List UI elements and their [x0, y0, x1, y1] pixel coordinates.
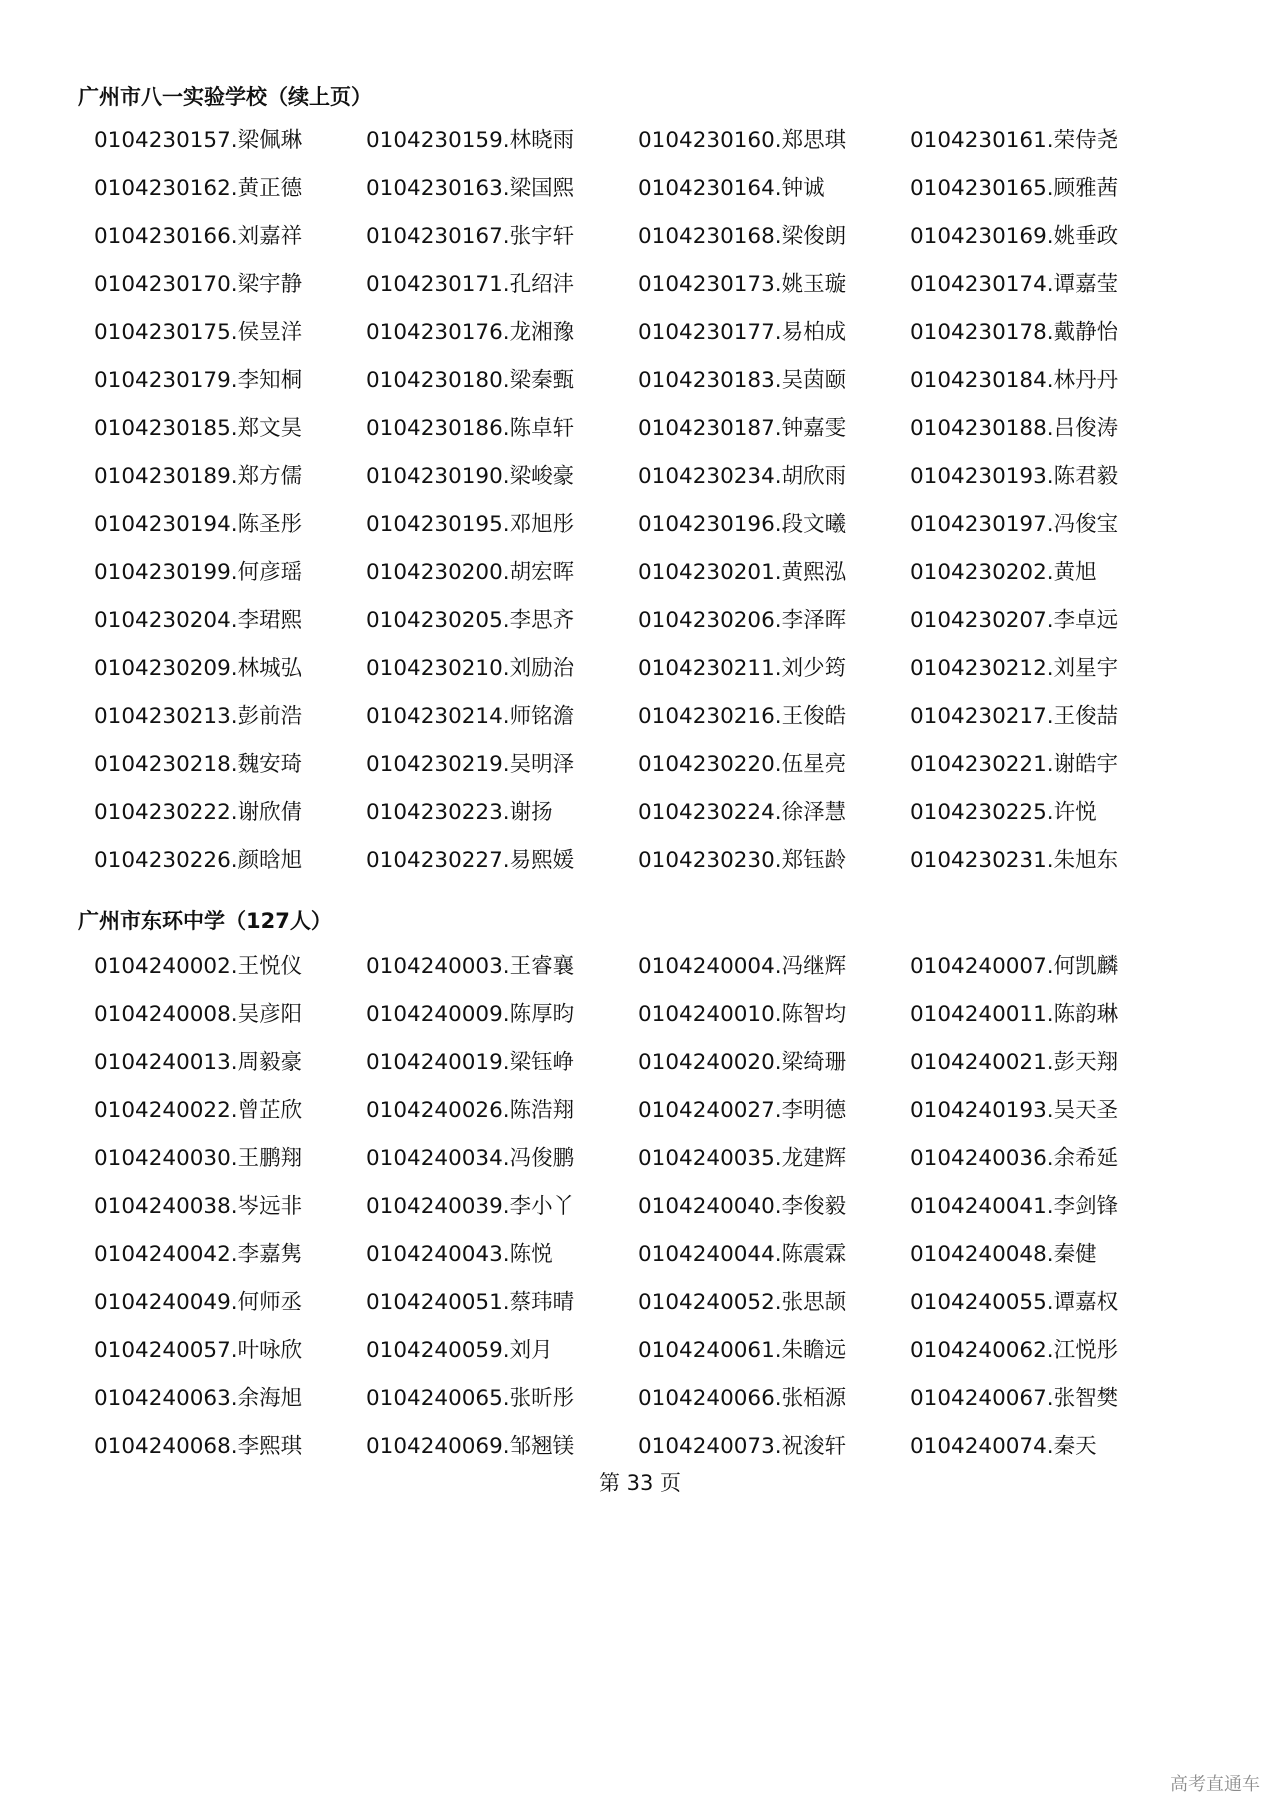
student-entry: 0104240065.张昕彤: [366, 1386, 575, 1411]
student-entry: 0104230168.梁俊朗: [638, 224, 847, 249]
student-entry: 0104240074.秦天: [910, 1434, 1097, 1459]
student-entry: 0104230159.林晓雨: [366, 128, 575, 153]
student-entry: 0104230216.王俊皓: [638, 704, 847, 729]
student-entry: 0104230161.荣侍尧: [910, 128, 1119, 153]
student-entry: 0104230185.郑文昊: [94, 416, 303, 441]
student-entry: 0104230173.姚玉璇: [638, 272, 847, 297]
student-entry: 0104240008.吴彦阳: [94, 1002, 303, 1027]
student-entry: 0104230226.颜晗旭: [94, 848, 303, 873]
student-entry: 0104240066.张栢源: [638, 1386, 847, 1411]
watermark: 高考直通车: [1170, 1774, 1260, 1795]
student-entry: 0104240061.朱瞻远: [638, 1338, 847, 1363]
student-list: [94, 951, 1204, 1479]
student-entry: 0104230214.师铭澹: [366, 704, 575, 729]
student-entry: 0104240007.何凯麟: [910, 954, 1119, 979]
student-entry: 0104230177.易柏成: [638, 320, 847, 345]
student-entry: 0104230194.陈圣彤: [94, 512, 303, 537]
student-entry: 0104240040.李俊毅: [638, 1194, 847, 1219]
student-entry: 0104230169.姚垂政: [910, 224, 1119, 249]
student-entry: 0104230176.龙湘豫: [366, 320, 575, 345]
student-entry: 0104230190.梁峻豪: [366, 464, 575, 489]
student-entry: 0104230179.李知桐: [94, 368, 303, 393]
student-entry: 0104230218.魏安琦: [94, 752, 303, 777]
student-entry: 0104240048.秦健: [910, 1242, 1097, 1267]
student-entry: 0104240038.岑远非: [94, 1194, 303, 1219]
student-entry: 0104230183.吴茵颐: [638, 368, 847, 393]
student-entry: 0104230201.黄熙泓: [638, 560, 847, 585]
student-entry: 0104230204.李珺熙: [94, 608, 303, 633]
student-entry: 0104230234.胡欣雨: [638, 464, 847, 489]
student-entry: 0104230162.黄正德: [94, 176, 303, 201]
student-entry: 0104230206.李泽晖: [638, 608, 847, 633]
student-entry: 0104230188.吕俊涛: [910, 416, 1119, 441]
student-entry: 0104240062.江悦彤: [910, 1338, 1119, 1363]
student-entry: 0104240030.王鹏翔: [94, 1146, 303, 1171]
student-entry: 0104230170.梁宇静: [94, 272, 303, 297]
student-entry: 0104240063.余海旭: [94, 1386, 303, 1411]
student-entry: 0104240022.曾芷欣: [94, 1098, 303, 1123]
student-entry: 0104230164.钟诚: [638, 176, 825, 201]
student-entry: 0104230178.戴静怡: [910, 320, 1119, 345]
student-entry: 0104230189.郑方儒: [94, 464, 303, 489]
student-entry: 0104240021.彭天翔: [910, 1050, 1119, 1075]
student-entry: 0104240043.陈悦: [366, 1242, 553, 1267]
student-entry: 0104240049.何师丞: [94, 1290, 303, 1315]
student-entry: 0104230180.梁秦甄: [366, 368, 575, 393]
student-entry: 0104230171.孔绍沣: [366, 272, 575, 297]
student-entry: 0104230213.彭前浩: [94, 704, 303, 729]
student-entry: 0104230210.刘励治: [366, 656, 575, 681]
student-entry: 0104230231.朱旭东: [910, 848, 1119, 873]
student-entry: 0104240057.叶咏欣: [94, 1338, 303, 1363]
student-entry: 0104230160.郑思琪: [638, 128, 847, 153]
student-entry: 0104240003.王睿襄: [366, 954, 575, 979]
student-entry: 0104230193.陈君毅: [910, 464, 1119, 489]
student-entry: 0104240027.李明德: [638, 1098, 847, 1123]
student-entry: 0104240051.蔡玮晴: [366, 1290, 575, 1315]
student-entry: 0104230222.谢欣倩: [94, 800, 303, 825]
student-entry: 0104230196.段文曦: [638, 512, 847, 537]
student-entry: 0104240010.陈智均: [638, 1002, 847, 1027]
student-entry: 0104240036.余希延: [910, 1146, 1119, 1171]
student-entry: 0104230157.梁佩琳: [94, 128, 303, 153]
student-entry: 0104240055.谭嘉权: [910, 1290, 1119, 1315]
student-entry: 0104230219.吴明泽: [366, 752, 575, 777]
section-title: 广州市八一实验学校（续上页）: [78, 85, 372, 109]
student-entry: 0104230227.易熙媛: [366, 848, 575, 873]
student-entry: 0104240193.吴天圣: [910, 1098, 1119, 1123]
student-entry: 0104230175.侯昱洋: [94, 320, 303, 345]
student-entry: 0104230230.郑钰龄: [638, 848, 847, 873]
student-entry: 0104240035.龙建辉: [638, 1146, 847, 1171]
student-entry: 0104230212.刘星宇: [910, 656, 1119, 681]
student-entry: 0104230202.黄旭: [910, 560, 1097, 585]
student-entry: 0104230199.何彦瑶: [94, 560, 303, 585]
student-entry: 0104240073.祝浚轩: [638, 1434, 847, 1459]
student-entry: 0104230221.谢皓宇: [910, 752, 1119, 777]
student-entry: 0104240044.陈震霖: [638, 1242, 847, 1267]
student-entry: 0104240067.张智樊: [910, 1386, 1119, 1411]
student-entry: 0104230184.林丹丹: [910, 368, 1119, 393]
student-entry: 0104230209.林城弘: [94, 656, 303, 681]
student-entry: 0104230167.张宇轩: [366, 224, 575, 249]
student-entry: 0104230211.刘少筠: [638, 656, 847, 681]
student-entry: 0104240011.陈韵琳: [910, 1002, 1119, 1027]
page-number: 第 33 页: [598, 1471, 682, 1495]
student-entry: 0104240052.张思颉: [638, 1290, 847, 1315]
student-entry: 0104240013.周毅豪: [94, 1050, 303, 1075]
student-entry: 0104240042.李嘉隽: [94, 1242, 303, 1267]
student-entry: 0104240026.陈浩翔: [366, 1098, 575, 1123]
student-entry: 0104230174.谭嘉莹: [910, 272, 1119, 297]
student-entry: 0104230223.谢扬: [366, 800, 553, 825]
section-title: 广州市东环中学（127人）: [78, 909, 332, 933]
student-entry: 0104240069.邹翘镁: [366, 1434, 575, 1459]
student-entry: 0104230163.梁国熙: [366, 176, 575, 201]
student-entry: 0104240004.冯继辉: [638, 954, 847, 979]
student-list: [94, 125, 1204, 893]
student-entry: 0104240059.刘月: [366, 1338, 553, 1363]
student-entry: 0104240041.李剑锋: [910, 1194, 1119, 1219]
student-entry: 0104230220.伍星亮: [638, 752, 847, 777]
student-entry: 0104230197.冯俊宝: [910, 512, 1119, 537]
student-entry: 0104240019.梁钰峥: [366, 1050, 575, 1075]
student-entry: 0104230165.顾雅茜: [910, 176, 1119, 201]
student-entry: 0104240020.梁绮珊: [638, 1050, 847, 1075]
student-entry: 0104240068.李熙琪: [94, 1434, 303, 1459]
student-entry: 0104230187.钟嘉雯: [638, 416, 847, 441]
student-entry: 0104230186.陈卓轩: [366, 416, 575, 441]
student-entry: 0104230225.许悦: [910, 800, 1097, 825]
student-entry: 0104240002.王悦仪: [94, 954, 303, 979]
student-entry: 0104230166.刘嘉祥: [94, 224, 303, 249]
student-entry: 0104240009.陈厚昀: [366, 1002, 575, 1027]
student-entry: 0104230224.徐泽慧: [638, 800, 847, 825]
student-entry: 0104230205.李思齐: [366, 608, 575, 633]
student-entry: 0104230207.李卓远: [910, 608, 1119, 633]
student-entry: 0104240034.冯俊鹏: [366, 1146, 575, 1171]
student-entry: 0104230200.胡宏晖: [366, 560, 575, 585]
student-entry: 0104230195.邓旭彤: [366, 512, 575, 537]
student-entry: 0104240039.李小丫: [366, 1194, 575, 1219]
student-entry: 0104230217.王俊喆: [910, 704, 1119, 729]
